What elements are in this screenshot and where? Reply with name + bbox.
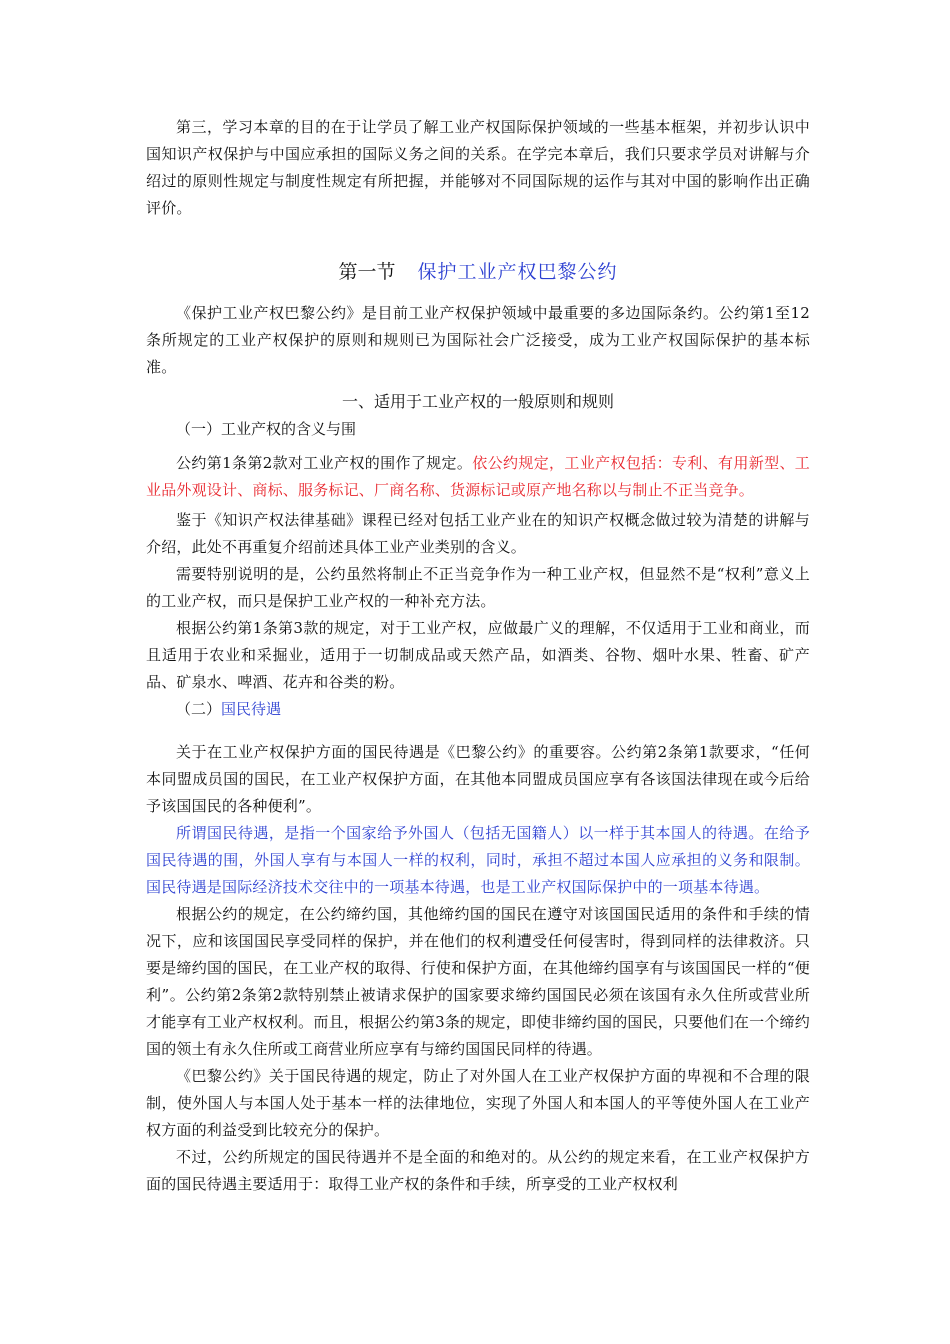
part2-paragraph-5: 不过，公约所规定的国民待遇并不是全面的和绝对的。从公约的规定来看，在工业产权保护方面的国民待遇主要适用于：取得工业产权的条件和手续，所享受的工业产权权利 — [146, 1148, 810, 1193]
part1-heading: （一）工业产权的含义与围 — [176, 420, 357, 438]
section-title: 保护工业产权巴黎公约 — [417, 261, 618, 283]
part2-heading-name: 国民待遇 — [221, 700, 282, 718]
part2-heading-prefix: （二） — [176, 700, 222, 718]
part2-paragraph-2: 所谓国民待遇，是指一个国家给予外国人（包括无国籍人）以一样于其本国人的待遇。在给予国民待遇的围，外国人享有与本国人一样的权利，同时，承担不超过本国人应承担的义务和限制。国民待遇是国际经济技术交往中的一项基本待遇，也是工业产权国际保护中的一项基本待遇。 — [146, 824, 810, 896]
part2-paragraph-1: 关于在工业产权保护方面的国民待遇是《巴黎公约》的重要容。公约第2条第1款要求，“任何本同盟成员国的国民，在工业产权保护方面，在其他本同盟成员国应享有各该国法律现在或今后给予该国国民的各种便利”。 — [146, 743, 810, 815]
section-intro-paragraph: 《保护工业产权巴黎公约》是目前工业产权保护领域中最重要的多边国际条约。公约第1至12条所规定的工业产权保护的原则和规则已为国际社会广泛接受，成为工业产权国际保护的基本标准。 — [146, 304, 810, 376]
part1-paragraph-3: 需要特别说明的是，公约虽然将制止不正当竞争作为一种工业产权，但显然不是“权利”意义上的工业产权，而只是保护工业产权的一种补充方法。 — [146, 565, 810, 610]
part1-paragraph-1 — [146, 450, 810, 504]
document-page — [146, 114, 810, 1198]
part1-p1-highlight: 依公约规定，工业产权包括：专利、有用新型、工业品外观设计、商标、服务标记、厂商名称、货源标记或原产地名称以与制止不正当竞争。 — [146, 454, 810, 499]
section-number: 第一节 — [338, 261, 396, 283]
intro-paragraph-3: 第三，学习本章的目的在于让学员了解工业产权国际保护领域的一些基本框架，并初步认识中国知识产权保护与中国应承担的国际义务之间的关系。在学完本章后，我们只要求学员对讲解与介绍过的原则性规定与制度性规定有所把握，并能够对不同国际规的运作与其对中国的影响作出正确评价。 — [146, 118, 810, 217]
part1-paragraph-2: 鉴于《知识产权法律基础》课程已经对包括工业产业在的知识产权概念做过较为清楚的讲解与介绍，此处不再重复介绍前述具体工业产业类别的含义。 — [146, 511, 810, 556]
part2-paragraph-3: 根据公约的规定，在公约缔约国，其他缔约国的国民在遵守对该国国民适用的条件和手续的情况下，应和该国国民享受同样的保护，并在他们的权利遭受任何侵害时，得到同样的法律救济。只要是缔约国的国民，在工业产权的取得、行使和保护方面，在其他缔约国享有与该国国民一样的“便利”。公约第2条第2款特别禁止被请求保护的国家要求缔约国国民必须在该国有永久住所或营业所才能享有工业产权权利。而且，根据公约第3条的规定，即使非缔约国的国民，只要他们在一个缔约国的领土有永久住所或工商营业所应享有与缔约国国民同样的待遇。 — [146, 905, 810, 1058]
subsection-heading: 一、适用于工业产权的一般原则和规则 — [341, 392, 614, 411]
part1-paragraph-4: 根据公约第1条第3款的规定，对于工业产权，应做最广义的理解，不仅适用于工业和商业，而且适用于农业和采掘业，适用于一切制成品或天然产品，如酒类、谷物、烟叶水果、牲畜、矿产品、矿泉水、啤酒、花卉和谷类的粉。 — [146, 619, 810, 691]
section-heading — [146, 257, 810, 287]
part2-paragraph-4: 《巴黎公约》关于国民待遇的规定，防止了对外国人在工业产权保护方面的卑视和不合理的限制，使外国人与本国人处于基本一样的法律地位，实现了外国人和本国人的平等使外国人在工业产权方面的利益受到比较充分的保护。 — [146, 1067, 810, 1139]
part1-p1-text: 公约第1条第2款对工业产权的围作了规定。 — [176, 454, 473, 472]
part2-heading — [146, 696, 810, 723]
